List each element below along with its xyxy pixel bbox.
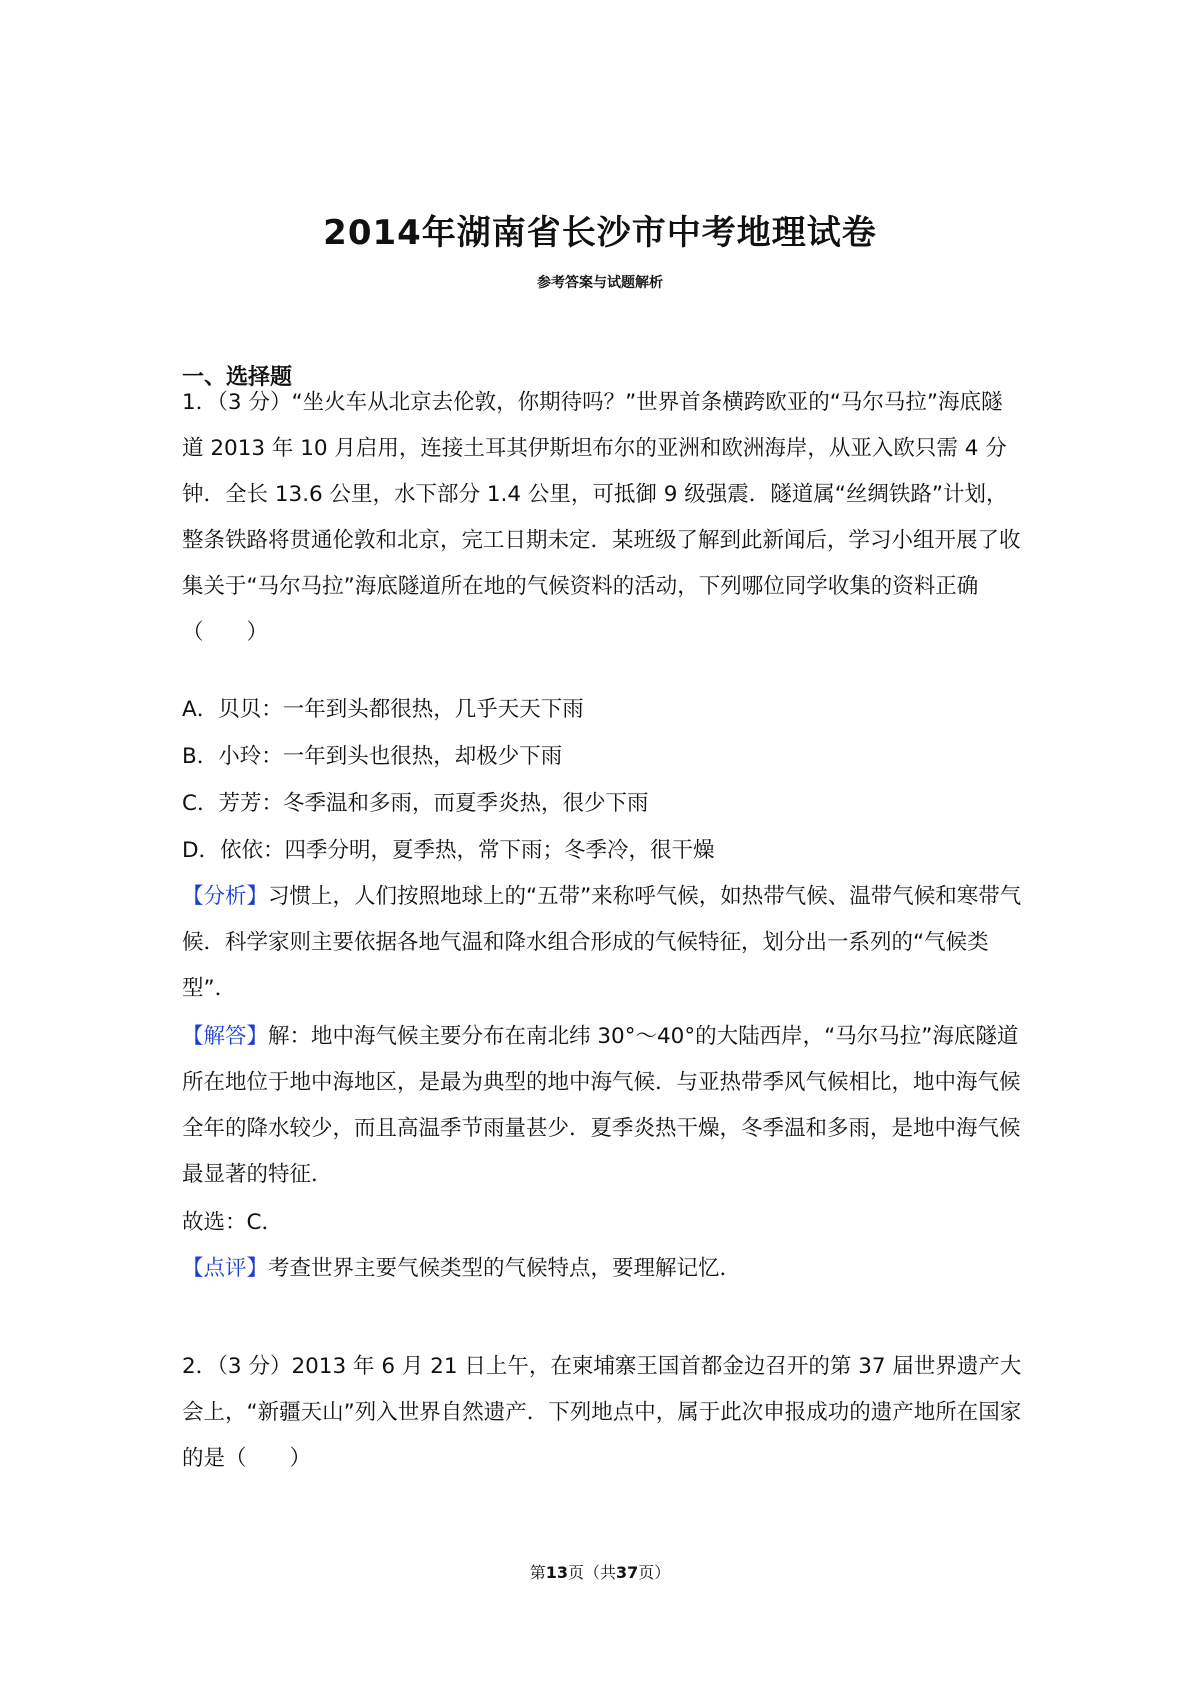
question-2-stem: 2．（3 分）2013 年 6 月 21 日上午，在柬埔寨王国首都金边召开的第 37 届世界遗产大会上，“新疆天山”列入世界自然遗产．下列地点中，属于此次申报成功的遗产地所在国家的是（ ） <box>182 1354 1022 1471</box>
answer-text: 解：地中海气候主要分布在南北纬 30°～40°的大陆西岸，“马尔马拉”海底隧道所在地位于地中海地区，是最为典型的地中海气候．与亚热带季风气候相比，地中海气候全年的降水较少，而且高温季节雨量甚少．夏季炎热干燥，冬季温和多雨，是地中海气候最显著的特征． <box>182 1024 1021 1187</box>
page-subtitle: 参考答案与试题解析 <box>537 275 663 291</box>
answer-tag: 【解答】 <box>182 1024 269 1049</box>
page-footer <box>0 1560 1200 1583</box>
footer-page-number: 13 <box>545 1563 568 1582</box>
comment-block <box>182 1246 1022 1292</box>
question-1 <box>182 380 1022 656</box>
answer-block <box>182 1014 1022 1198</box>
section-heading: 一、选择题 <box>182 365 293 390</box>
footer-pre: 第 <box>529 1563 546 1582</box>
analysis-text: 习惯上，人们按照地球上的“五带”来称呼气候，如热带气候、温带气候和寒带气候．科学家则主要依据各地气温和降水组合形成的气候特征，划分出一系列的“气候类型”． <box>182 884 1022 1001</box>
choice-line <box>182 1200 1022 1246</box>
comment-text: 考查世界主要气候类型的气候特点，要理解记忆． <box>268 1256 742 1281</box>
analysis-block <box>182 874 1022 1012</box>
choice-text: 故选：C． <box>182 1210 284 1235</box>
question-1-stem: 1．（3 分）“坐火车从北京去伦敦，你期待吗？”世界首条横跨欧亚的“马尔马拉”海底隧道 2013 年 10 月启用，连接土耳其伊斯坦布尔的亚洲和欧洲海岸，从亚入欧只需 4 分钟．全长 13.6 公里，水下部分 1.4 公里，可抵御 9 级强震．隧道属“丝绸铁路”计划，整条铁路将贯通伦敦和北京，完工日期未定．某班级了解到此新闻后，学习小组开展了收集关于“马尔马拉”海底隧道所在地的气候资料的活动，下列哪位同学收集的资料正确（ ） <box>182 390 1021 645</box>
footer-total-pages: 37 <box>616 1563 639 1582</box>
page-title: 2014年湖南省长沙市中考地理试卷 <box>323 213 877 253</box>
question-1-options <box>182 686 1022 874</box>
footer-post: 页） <box>638 1563 671 1582</box>
option-c: C．芳芳：冬季温和多雨，而夏季炎热，很少下雨 <box>182 791 649 816</box>
analysis-tag: 【分析】 <box>182 884 269 909</box>
question-2 <box>182 1344 1022 1482</box>
option-a: A．贝贝：一年到头都很热，几乎天天下雨 <box>182 697 584 722</box>
option-d: D．依依：四季分明，夏季热，常下雨；冬季冷，很干燥 <box>182 838 715 863</box>
option-b: B．小玲：一年到头也很热，却极少下雨 <box>182 744 563 769</box>
footer-mid: 页（共 <box>567 1563 616 1582</box>
comment-tag: 【点评】 <box>182 1256 269 1281</box>
